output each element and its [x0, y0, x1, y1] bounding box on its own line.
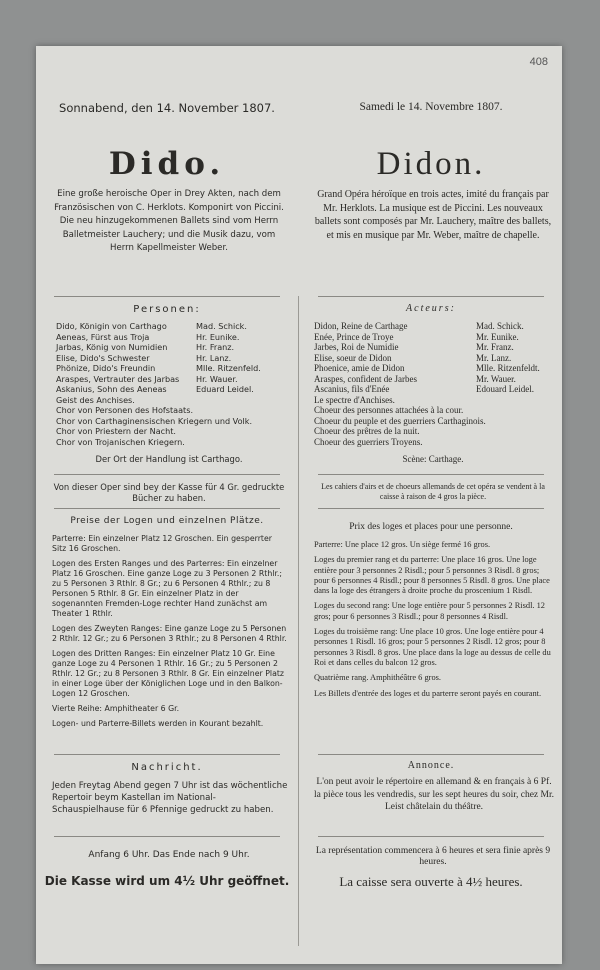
- german-notice: Jeden Freytag Abend gegen 7 Uhr ist das wöchentliche Repertoir beym Kastellan im National-Schauspielhause für 6 Pfennige gedruckt zu haben.: [52, 781, 288, 815]
- german-rule-4: [54, 754, 280, 755]
- french-rule-2: [318, 474, 544, 475]
- german-rule-2: [54, 474, 280, 475]
- cast-row: [56, 437, 288, 448]
- role: Geist des Anchises.: [56, 394, 135, 405]
- german-price-list: [52, 534, 288, 734]
- price-entry: Loges du troisième rang: Une place 10 gros. Une loge entière pour 4 personnes 1 Risdl. 16 gros; pour 5 personnes 2 Risdl. 12 gros; pour 8 personnes 3 Risdl. 8 gros. Une place dans la loge au dessus de celle du Roi et dans celles du balcon 12 gros.: [314, 627, 551, 667]
- french-box-office: La caisse sera ouverte à 4½ heures.: [339, 874, 523, 889]
- role: Dido, Königin von Carthago: [56, 321, 167, 331]
- german-rule-3: [54, 508, 280, 509]
- cast-row: [314, 405, 554, 416]
- german-box-office: Die Kasse wird um 4½ Uhr geöffnet.: [44, 874, 290, 888]
- cast-row: [56, 353, 288, 364]
- price-entry: Les Billets d'entrée des loges et du parterre seront payés en courant.: [314, 688, 542, 698]
- role: Le spectre d'Anchises.: [314, 394, 395, 405]
- role: Araspes, Vertrauter des Jarbas: [56, 373, 180, 384]
- actor: Hr. Wauer.: [196, 373, 238, 384]
- price-entry: Logen des Dritten Ranges: Ein einzelner Platz 10 Gr. Eine ganze Loge zu 4 Personen 1 Rthlr. 16 Gr.; zu 5 Personen 2 Rthlr. 12 Gr.; zu 8 Personen 3 Rthlr. 8 Gr. Ein einzelner Platz in einer Loge über der Königlichen Loge und in den Balkon-Logen 12 Groschen.: [52, 649, 284, 698]
- price-entry: Logen des Ersten Ranges und des Parterres: Ein einzelner Platz 16 Groschen. Eine ganze Loge zu 3 Personen 2 Rthlr.; zu 5 Personen 3 Rthlr. 8 Gr.; zu 6 Personen 4 Rthlr.; zu 8 Personen 5 Rthlr. 8 Gr. Ein einzelner Platz in der sogenannten Fremden-Loge rechter Hand zunächst am Theater 1 Rthlr.: [52, 559, 283, 618]
- actor: [476, 437, 554, 448]
- actor: [486, 416, 554, 427]
- french-times: La représentation commencera à 6 heures et sera finie après 9 heures.: [315, 846, 551, 867]
- french-rule-3: [318, 508, 544, 509]
- cast-row: [314, 384, 554, 395]
- cast-row: [56, 384, 288, 395]
- french-scene: Scène: Carthage.: [402, 454, 464, 464]
- german-prices-heading: Preise der Logen und einzelnen Plätze.: [70, 516, 264, 526]
- price-entry: Parterre: Ein einzelner Platz 12 Groschen. Ein gesperrter Sitz 16 Groschen.: [52, 534, 272, 553]
- price-entry: Logen des Zweyten Ranges: Eine ganze Loge zu 5 Personen 2 Rthlr. 12 Gr.; zu 6 Personen 3 Rthlr.; zu 8 Personen 4 Rthlr.: [52, 624, 287, 643]
- cast-row: [56, 342, 288, 353]
- actor: Eduard Leidel.: [196, 384, 254, 394]
- german-rule-5: [54, 836, 280, 837]
- cast-row: [314, 332, 554, 343]
- french-rule-4: [318, 754, 544, 755]
- actor: Edouard Leidel.: [476, 384, 534, 394]
- cast-row: [314, 321, 554, 332]
- cast-row: [56, 426, 288, 437]
- french-cast-heading: Acteurs:: [406, 303, 456, 314]
- role: Phoenice, amie de Didon: [314, 363, 405, 373]
- role: Jarbes, Roi de Numidie: [314, 342, 399, 352]
- price-entry: Quatrième rang. Amphithéâtre 6 gros.: [314, 673, 441, 683]
- french-prices-heading: Prix des loges et places pour une personne.: [349, 522, 513, 532]
- role: Elise, Dido's Schwester: [56, 352, 150, 363]
- actor: [196, 395, 288, 406]
- role: Chor von Trojanischen Kriegern.: [56, 436, 185, 447]
- price-entry: Vierte Reihe: Amphitheater 6 Gr.: [52, 704, 180, 713]
- cast-row: [56, 374, 288, 385]
- role: Choeur des guerriers Troyens.: [314, 436, 423, 447]
- german-libretto-note: Von dieser Oper sind bey der Kasse für 4 Gr. gedruckte Bücher zu haben.: [53, 482, 285, 503]
- actor: [196, 426, 288, 437]
- cast-row: [56, 416, 288, 427]
- cast-row: [314, 342, 554, 353]
- actor: [476, 426, 554, 437]
- actor: Mr. Franz.: [476, 342, 514, 352]
- german-column: [36, 46, 298, 964]
- cast-row: [314, 395, 554, 406]
- role: Askanius, Sohn des Aeneas: [56, 384, 167, 394]
- price-entry: Parterre: Une place 12 gros. Un siège fermé 16 gros.: [314, 540, 491, 549]
- role: Elise, soeur de Didon: [314, 352, 392, 363]
- role: Choeur du peuple et des guerriers Carthaginois.: [314, 415, 486, 426]
- cast-row: [56, 321, 288, 332]
- cast-row: [314, 374, 554, 385]
- french-date: Samedi le 14. Novembre 1807.: [359, 101, 503, 113]
- role: Aeneas, Fürst aus Troja: [56, 331, 150, 342]
- cast-row: [56, 332, 288, 343]
- french-cast-list: [314, 321, 554, 447]
- actor: Mr. Wauer.: [476, 373, 516, 384]
- role: Chor von Priestern der Nacht.: [56, 426, 176, 436]
- cast-row: [314, 426, 554, 437]
- french-libretto-note: Les cahiers d'airs et de choeurs allemands de cet opéra se vendent à la caisse à raison de 4 gros la pièce.: [321, 482, 545, 501]
- actor: Mlle. Ritzenfeld.: [196, 363, 261, 373]
- german-times: Anfang 6 Uhr. Das Ende nach 9 Uhr.: [88, 850, 250, 860]
- column-divider: [298, 296, 299, 946]
- actor: Hr. Lanz.: [196, 352, 232, 363]
- german-title: Dido.: [108, 146, 226, 182]
- role: Araspes, confident de Jarbes: [314, 373, 417, 384]
- role: Didon, Reine de Carthage: [314, 321, 408, 331]
- actor: Hr. Franz.: [196, 342, 235, 352]
- actor: [196, 405, 288, 416]
- price-entry: Loges du second rang: Une loge entière pour 5 personnes 2 Risdl. 12 gros; pour 6 personnes 3 Risdl.; pour 8 personnes 4 Risdl.: [314, 601, 545, 621]
- french-notice: L'on peut avoir le répertoire en allemand & en français à 6 Pf. la pièce tous les vendredis, sur les sept heures du soir, chez Mr. Leist châtelain du théâtre.: [314, 777, 554, 812]
- actor: Mad. Schick.: [476, 321, 524, 331]
- french-notice-heading: Annonce.: [407, 760, 455, 771]
- actor: [196, 437, 288, 448]
- role: Chor von Carthaginensischen Kriegern und Volk.: [56, 415, 253, 426]
- cast-row: [314, 363, 554, 374]
- actor: [476, 405, 554, 416]
- cast-row: [314, 416, 554, 427]
- french-title: Didon.: [376, 146, 486, 182]
- actor: Hr. Eunike.: [196, 331, 240, 342]
- cast-row: [56, 363, 288, 374]
- french-rule-1: [318, 296, 544, 297]
- french-price-list: [314, 540, 554, 704]
- role: Chor von Personen des Hofstaats.: [56, 405, 194, 415]
- price-entry: Loges du premier rang et du parterre: Une place 16 gros. Une loge entière pour 3 personnes 2 Risdl.; pour 5 personnes 3 Risdl. 8 gros; pour 6 personnes 4 Risdl.; pour 8 personnes 5 Risdl. 8 gros. Une place dans la loge des étrangers à droite proche du proscenium 1 Risdl.: [314, 555, 550, 596]
- actor: Mlle. Ritzenfeldt.: [476, 363, 540, 373]
- german-scene: Der Ort der Handlung ist Carthago.: [95, 454, 243, 464]
- french-intro: Grand Opéra héroïque en trois actes, imité du français par Mr. Herklots. La musique est de Piccini. Les nouveaux ballets sont composés par Mr. Lauchery, maître des ballets, et mis en musique par Mr. Weber, maître de chapelle.: [314, 189, 552, 241]
- playbill-sheet: [36, 46, 562, 964]
- cast-row: [314, 353, 554, 364]
- german-date: Sonnabend, den 14. November 1807.: [59, 101, 275, 115]
- role: Enée, Prince de Troye: [314, 331, 394, 342]
- role: Jarbas, König von Numidien: [56, 342, 168, 352]
- actor: [476, 395, 554, 406]
- role: Phönize, Dido's Freundin: [56, 363, 156, 373]
- german-cast-list: [56, 321, 288, 447]
- role: Ascanius, fils d'Enée: [314, 384, 390, 394]
- german-rule-1: [54, 296, 280, 297]
- actor: Mr. Eunike.: [476, 331, 519, 342]
- archive-number: 408: [529, 56, 548, 68]
- role: Choeur des prêtres de la nuit.: [314, 426, 420, 436]
- german-notice-heading: Nachricht.: [131, 762, 203, 773]
- actor: Mad. Schick.: [196, 321, 247, 331]
- german-intro: Eine große heroische Oper in Drey Akten, nach dem Französischen von C. Herklots. Komponirt von Piccini. Die neu hinzugekommenen Ballets sind vom Herrn Balletmeister Lauchery; und die Musik dazu, vom Herrn Kapellmeister Weber.: [54, 189, 284, 253]
- german-cast-heading: Personen:: [133, 304, 201, 315]
- role: Choeur des personnes attachées à la cour.: [314, 405, 464, 415]
- actor: [252, 416, 288, 427]
- french-rule-5: [318, 836, 544, 837]
- cast-row: [314, 437, 554, 448]
- cast-row: [56, 405, 288, 416]
- cast-row: [56, 395, 288, 406]
- french-column: [300, 46, 562, 964]
- actor: Mr. Lanz.: [476, 352, 512, 363]
- price-entry: Logen- und Parterre-Billets werden in Kourant bezahlt.: [52, 719, 264, 728]
